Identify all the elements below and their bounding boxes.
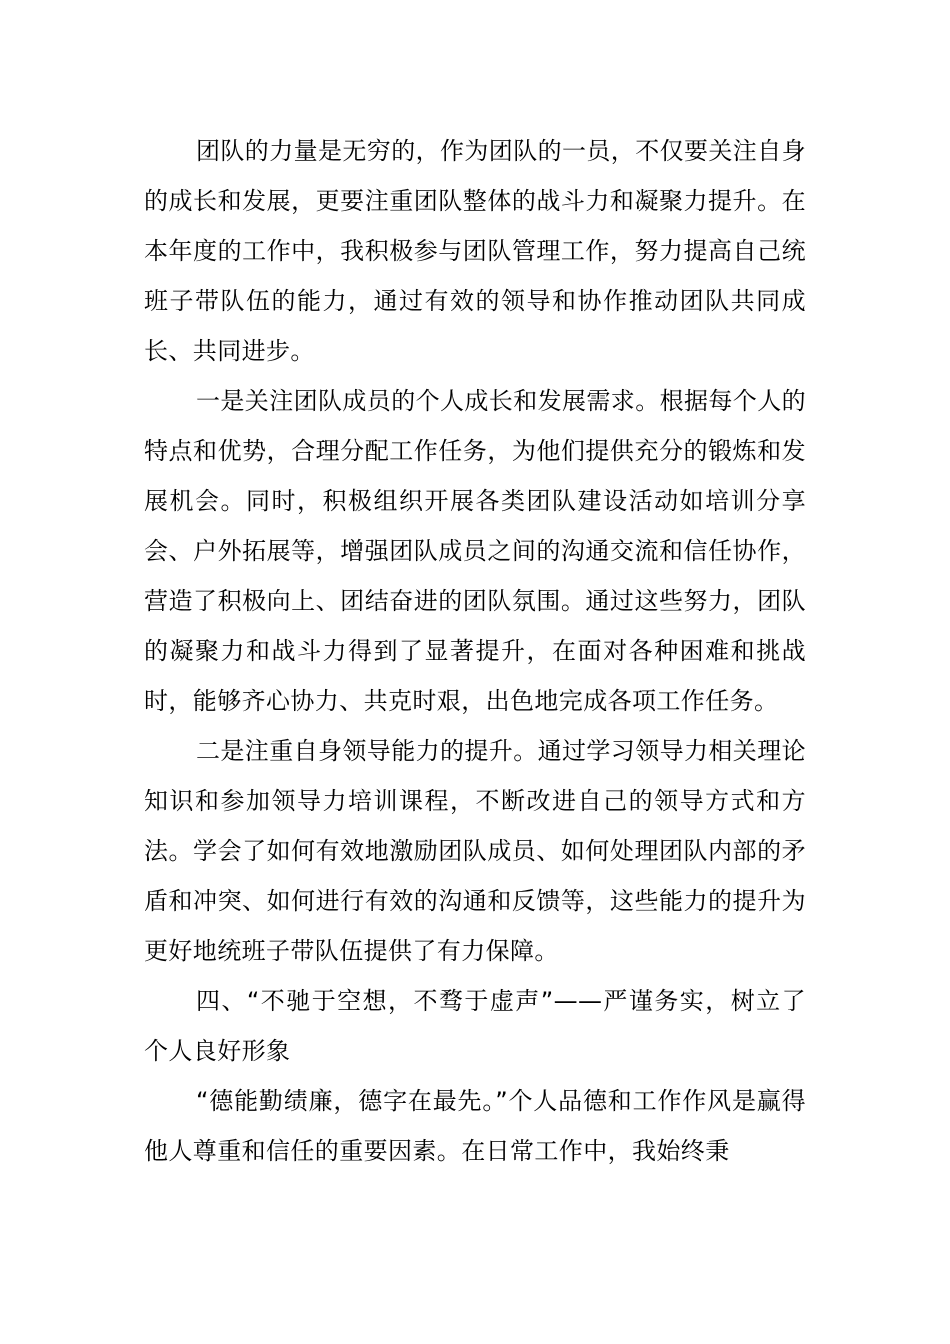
paragraph-character: “德能勤绩廉，德字在最先。”个人品德和工作作风是赢得他人尊重和信任的重要因素。在日常工作中，我始终秉	[144, 1087, 806, 1165]
paragraph-leadership: 二是注重自身领导能力的提升。通过学习领导力相关理论知识和参加领导力培训课程，不断改进自己的领导方式和方法。学会了如何有效地激励团队成员、如何处理团队内部的矛盾和冲突、如何进行有效的沟通和反馈等，这些能力的提升为更好地统班子带队伍提供了有力保障。	[144, 737, 806, 965]
paragraph-team-power: 团队的力量是无穷的，作为团队的一员，不仅要关注自身的成长和发展，更要注重团队整体的战斗力和凝聚力提升。在本年度的工作中，我积极参与团队管理工作，努力提高自己统班子带队伍的能力，通过有效的领导和协作推动团队共同成长、共同进步。	[144, 137, 806, 365]
paragraph-member-growth: 一是关注团队成员的个人成长和发展需求。根据每个人的特点和优势，合理分配工作任务，为他们提供充分的锻炼和发展机会。同时，积极组织开展各类团队建设活动如培训分享会、户外拓展等，增强团队成员之间的沟通交流和信任协作，营造了积极向上、团结奋进的团队氛围。通过这些努力，团队的凝聚力和战斗力得到了显著提升，在面对各种困难和挑战时，能够齐心协力、共克时艰，出色地完成各项工作任务。	[144, 387, 806, 715]
section-heading-four: 四、“不驰于空想，不骛于虚声”——严谨务实，树立了个人良好形象	[144, 987, 806, 1065]
body-text	[144, 126, 806, 1176]
